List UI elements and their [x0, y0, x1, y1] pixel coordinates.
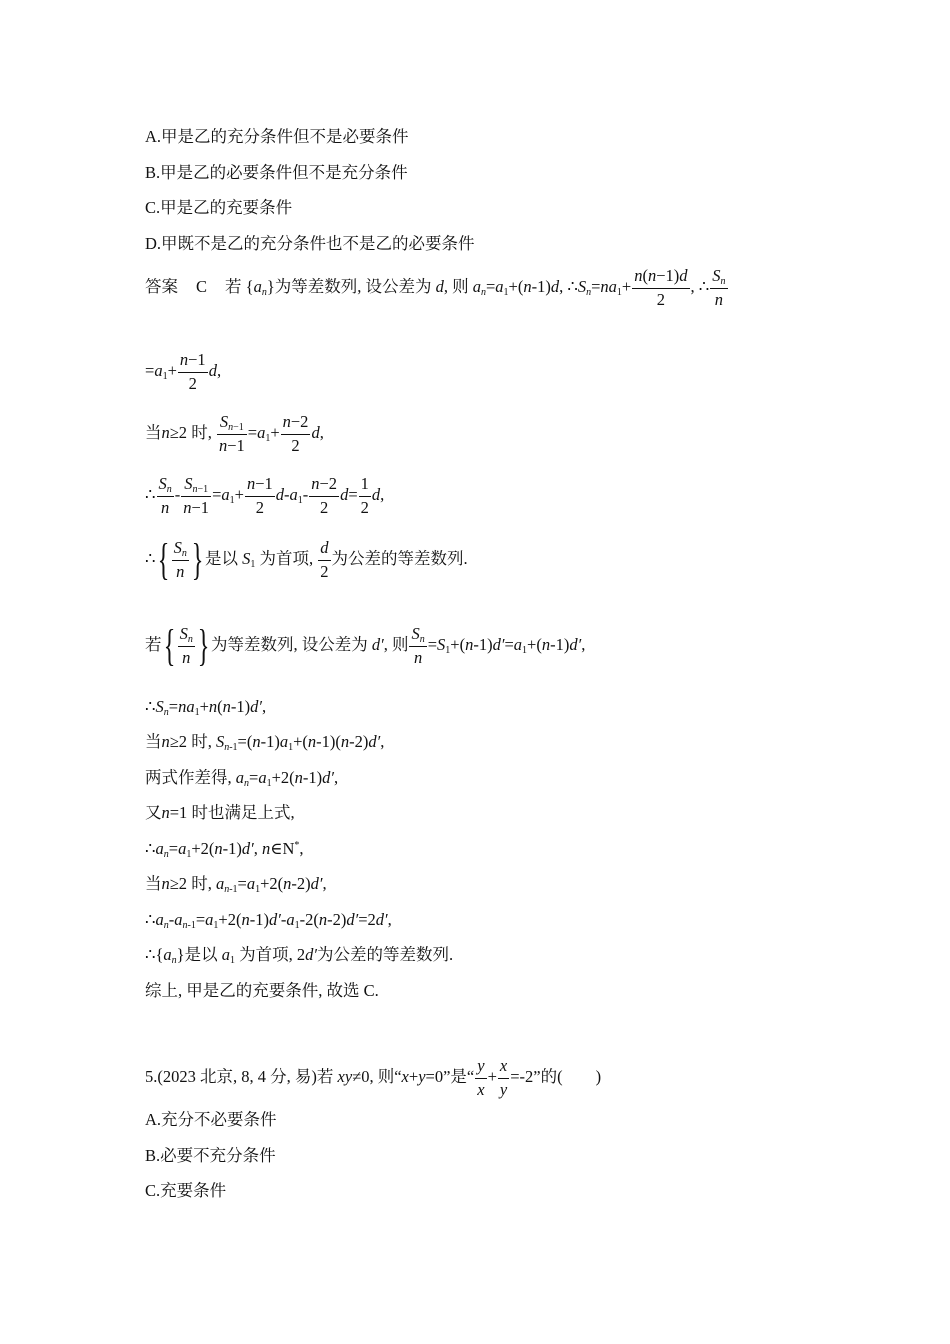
- option-b: B.甲是乙的必要条件但不是充分条件: [145, 163, 408, 182]
- math-line: $\therefore a_n=a_1+2(n-1)d'$, n∈N*,: [145, 839, 304, 860]
- math-line: 当n≥2 时, $a_{n-1}=a_1+2(n-2)d'$,: [145, 874, 327, 895]
- fraction: $\frac{x}{y}$: [499, 1056, 508, 1099]
- therefore-symbol: ∴: [567, 276, 578, 296]
- option-a: A.甲是乙的充分条件但不是必要条件: [145, 127, 409, 146]
- fraction: $\frac{d}{2}$: [320, 538, 329, 581]
- math-line: ∴{ $\frac{S_n}{n}$ } 是以 $S_1$ 为首项, $\frac{d}{2}$ 为公差的等差数列.: [145, 535, 468, 584]
- math-line: $\therefore S_n=na_1+n(n-1)d'$,: [145, 697, 267, 718]
- math-line: 又n=1 时也满足上式,: [145, 803, 295, 822]
- text: 为公差的等差数列.: [331, 548, 468, 568]
- text: 又: [145, 803, 162, 822]
- q5-option-c: C.充要条件: [145, 1181, 227, 1200]
- text: 为首项, 2: [239, 945, 306, 964]
- text: 时,: [191, 874, 212, 893]
- text: 为首项,: [259, 548, 314, 568]
- text: 两式作差得,: [145, 768, 232, 787]
- text: 时也满足上式,: [191, 803, 295, 822]
- fraction: $\frac{n-1}{2}$: [179, 350, 206, 393]
- math-line: 若{ $\frac{S_n}{n}$ } 为等差数列, 设公差为 d′, 则 $\frac{S_n}{n}$ $=S_1+(n-1)d'=a_1+(n-1)d'$,: [145, 621, 586, 670]
- fraction: $\frac{S_{n-1}}{n-1}$: [183, 474, 210, 517]
- fraction: $\frac{S_{n-1}}{n-1}$: [218, 412, 245, 455]
- text-when: 当: [145, 422, 162, 442]
- summary-line: 综上, 甲是乙的充要条件, 故选 C.: [145, 981, 379, 1000]
- fraction: $\frac{n-2}{2}$: [282, 412, 309, 455]
- fraction: $\frac{y}{x}$: [477, 1056, 485, 1099]
- text: 当: [145, 874, 162, 893]
- math-line: 两式作差得, $a_n=a_1+2(n-1)d'$,: [145, 768, 339, 789]
- math-line: $=a_1+$ $\frac{n-1}{2}$ d,: [145, 350, 222, 393]
- text: =-2”的( ): [510, 1066, 602, 1086]
- fraction: $\frac{n-2}{2}$: [311, 474, 338, 517]
- text-if: 若: [225, 276, 242, 296]
- question-5-stem: 5.(2023 北京, 8, 4 分, 易)若 xy≠0, 则“x+y=0”是“ $\frac{y}{x}$ + $\frac{x}{y}$ =-2”的( ): [145, 1056, 602, 1099]
- option-d: D.甲既不是乙的充分条件也不是乙的必要条件: [145, 234, 475, 253]
- text: 当: [145, 732, 162, 751]
- fraction: $\frac{n(n-1)d}{2}$: [634, 266, 688, 309]
- math-line: 当n≥2 时, $\frac{S_{n-1}}{n-1}$ $=a_1+$ $\frac{n-2}{2}$ d,: [145, 412, 324, 455]
- math-line: $\therefore\{a_n\}$是以 $a_1$ 为首项, 2d′为公差的等差数列.: [145, 945, 454, 966]
- fraction: $\frac{S_n}{n}$: [411, 624, 425, 667]
- text: 时,: [191, 732, 212, 751]
- text: 是以: [205, 548, 238, 568]
- answer-label: 答案: [145, 276, 178, 296]
- text-seq: 为等差数列, 设公差为: [274, 276, 432, 296]
- text: 为公差的等差数列.: [316, 945, 454, 964]
- answer-choice: C: [196, 276, 208, 296]
- fraction: $\frac{S_n}{n}$: [712, 266, 726, 309]
- text: ”是“: [443, 1066, 475, 1086]
- text: 是以: [184, 945, 218, 964]
- fraction: $\frac{1}{2}$: [360, 474, 369, 517]
- fraction: $\frac{S_n}{n}$: [179, 624, 193, 667]
- fraction: $\frac{S_n}{n}$: [158, 474, 172, 517]
- text: , 则: [383, 634, 409, 654]
- option-c: C.甲是乙的充要条件: [145, 198, 293, 217]
- text: ≠0, 则“: [352, 1066, 402, 1086]
- math-line: $\therefore a_n-a_{n-1}=a_1+2(n-1)d'-a_1-2(n-2)d'=2d'$,: [145, 910, 392, 931]
- text: 若: [145, 634, 162, 654]
- math-line: ∴ $\frac{S_n}{n}$ - $\frac{S_{n-1}}{n-1}$ $=a_1+$ $\frac{n-1}{2}$ $d-a_1-$ $\frac{n-2}{2}$ d= $\frac{1}{2}$ d,: [145, 474, 385, 517]
- text: 为等差数列, 设公差为: [211, 634, 368, 654]
- fraction: $\frac{S_n}{n}$: [173, 538, 187, 581]
- question-prefix: 5.(2023 北京, 8, 4 分, 易)若: [145, 1066, 334, 1086]
- math-line: 当n≥2 时, $S_{n-1}=(n-1)a_1+(n-1)(n-2)d'$,: [145, 732, 385, 753]
- answer-line-1: 答案 C 若 $\{a_n\}$为等差数列, 设公差为 d, 则 $a_n=a_1+(n-1)d$, $\therefore S_n=na_1+$ $\frac{n(n-1)d}{2}$ , ∴ $\frac{S_n}{n}$: [145, 266, 726, 309]
- q5-option-a: A.充分不必要条件: [145, 1110, 277, 1129]
- text-then: , 则: [443, 276, 469, 296]
- fraction: $\frac{n-1}{2}$: [246, 474, 273, 517]
- q5-option-b: B.必要不充分条件: [145, 1146, 276, 1165]
- text-when-tail: 时,: [191, 422, 212, 442]
